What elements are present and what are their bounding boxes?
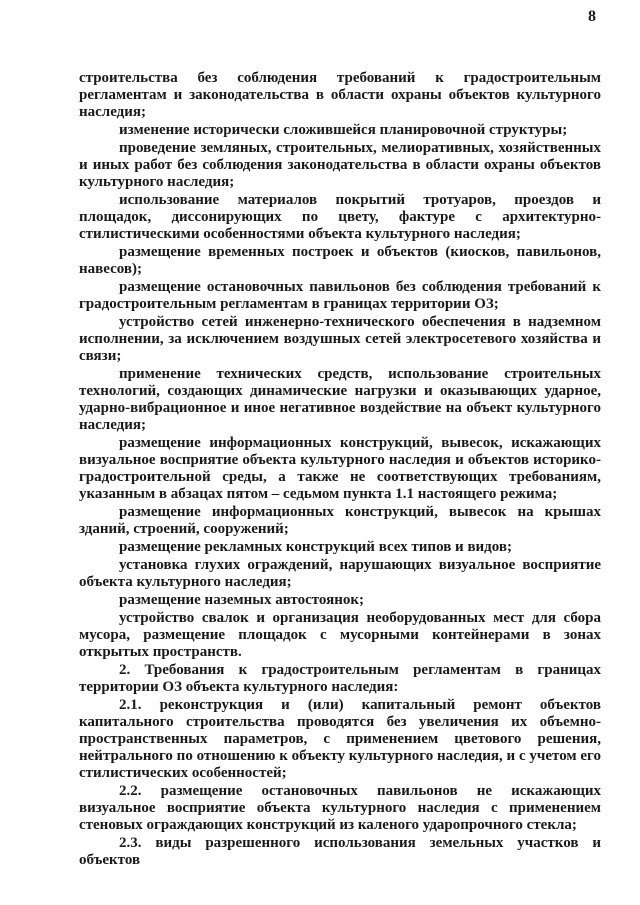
paragraph: размещение наземных автостоянок;: [119, 592, 365, 608]
paragraph: размещение остановочных павильонов без соблюдения требований к градостроительным регламентам в границах территории ОЗ;: [79, 279, 601, 312]
paragraph: размещение информационных конструкций, вывесок на крышах зданий, строений, сооружений;: [79, 504, 601, 537]
paragraph: размещение информационных конструкций, вывесок, искажающих визуальное восприятие объекта культурного наследия и объектов историко-градостроительной среды, а также не соответствующих требованиям, указанным в абзацах пятом – седьмом пункта 1.1 настоящего режима;: [79, 435, 601, 502]
page-number: 8: [588, 8, 596, 25]
paragraph: размещение рекламных конструкций всех типов и видов;: [119, 539, 512, 555]
paragraph: использование материалов покрытий тротуаров, проездов и площадок, диссонирующих по цвету, фактуре с архитектурно-стилистическими особенностями объекта культурного наследия;: [79, 192, 601, 242]
paragraph: установка глухих ограждений, нарушающих визуальное восприятие объекта культурного наследия;: [79, 557, 601, 590]
paragraph: изменение исторически сложившейся планировочной структуры;: [119, 122, 568, 138]
paragraph: размещение временных построек и объектов (киосков, павильонов, навесов);: [79, 244, 601, 277]
paragraph: применение технических средств, использование строительных технологий, создающих динамические нагрузки и оказывающих ударное, ударно-вибрационное и иное негативное воздействие на объект культурного наследия;: [79, 366, 601, 433]
paragraph: устройство сетей инженерно-технического обеспечения в надземном исполнении, за исключением воздушных сетей электросетевого хозяйства и связи;: [79, 314, 601, 364]
paragraph: устройство свалок и организация необорудованных мест для сбора мусора, размещение площадок с мусорными контейнерами в зонах открытых пространств.: [79, 610, 601, 660]
document-body: [79, 70, 601, 870]
paragraph: строительства без соблюдения требований к градостроительным регламентам и законодательства в области охраны объектов культурного наследия;: [79, 70, 601, 120]
paragraph: 2.3. виды разрешенного использования земельных участков и объектов: [79, 835, 601, 868]
paragraph: проведение земляных, строительных, мелиоративных, хозяйственных и иных работ без соблюдения законодательства в области охраны объектов культурного наследия;: [79, 140, 601, 190]
paragraph: 2.2. размещение остановочных павильонов не искажающих визуальное восприятие объекта культурного наследия с применением стеновых ограждающих конструкций из каленого ударопрочного стекла;: [79, 783, 601, 833]
paragraph: 2.1. реконструкция и (или) капитальный ремонт объектов капитального строительства проводятся без увеличения их объемно-пространственных параметров, с применением цветового решения, нейтрального по отношению к объекту культурного наследия, и с учетом его стилистических особенностей;: [79, 697, 601, 781]
section-heading: 2. Требования к градостроительным регламентам в границах территории ОЗ объекта культурного наследия:: [79, 662, 601, 695]
